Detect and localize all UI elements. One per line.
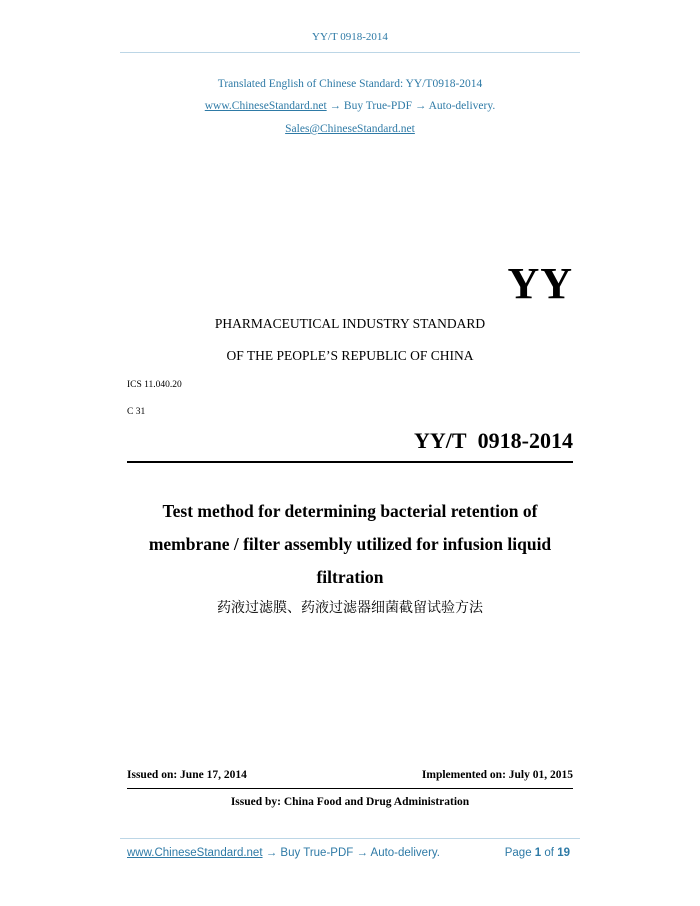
page-current: 1 [534, 847, 542, 859]
promo-line [0, 100, 700, 112]
implemented-date: Implemented on: July 01, 2015 [421, 769, 573, 781]
title-line-2: membrane / filter assembly utilized for infusion liquid [148, 534, 552, 554]
title-divider [127, 461, 573, 463]
page-word: Page [504, 847, 532, 859]
issue-divider [127, 788, 573, 789]
footer-promo [127, 847, 440, 859]
page-indicator [505, 847, 570, 859]
standard-mark: YY [507, 259, 573, 308]
standard-category-line1: PHARMACEUTICAL INDUSTRY STANDARD [214, 316, 486, 331]
footer-website-link[interactable]: www.ChineseStandard.net [127, 847, 263, 859]
issued-date: Issued on: June 17, 2014 [127, 769, 247, 781]
translated-note: Translated English of Chinese Standard: YY/T0918-2014 [217, 78, 483, 90]
standard-category-line2: OF THE PEOPLE’S REPUBLIC OF CHINA [226, 348, 474, 363]
footer-promo-text: → Buy True-PDF → Auto-delivery. [262, 847, 440, 859]
document-title [0, 495, 700, 594]
header-standard-code: YY/T 0918-2014 [312, 31, 388, 43]
page-of: of [544, 847, 554, 859]
email-line [0, 123, 700, 135]
promo-text: → Buy True-PDF → Auto-delivery. [326, 100, 496, 112]
title-line-3: filtration [316, 567, 384, 587]
ccs-code: C 31 [127, 407, 146, 417]
footer-divider [120, 838, 580, 839]
title-line-1: Test method for determining bacterial retention of [162, 501, 538, 521]
page-total: 19 [557, 847, 570, 859]
chinese-title: 药液过滤膜、药液过滤器细菌截留试验方法 [217, 600, 483, 616]
ics-code: ICS 11.040.20 [127, 380, 182, 390]
document-number: YY/T 0918-2014 [414, 428, 573, 453]
website-link[interactable]: www.ChineseStandard.net [204, 100, 327, 112]
header-divider [120, 52, 580, 53]
issuing-authority: Issued by: China Food and Drug Administration [230, 796, 470, 808]
email-link[interactable]: Sales@ChineseStandard.net [285, 123, 415, 135]
